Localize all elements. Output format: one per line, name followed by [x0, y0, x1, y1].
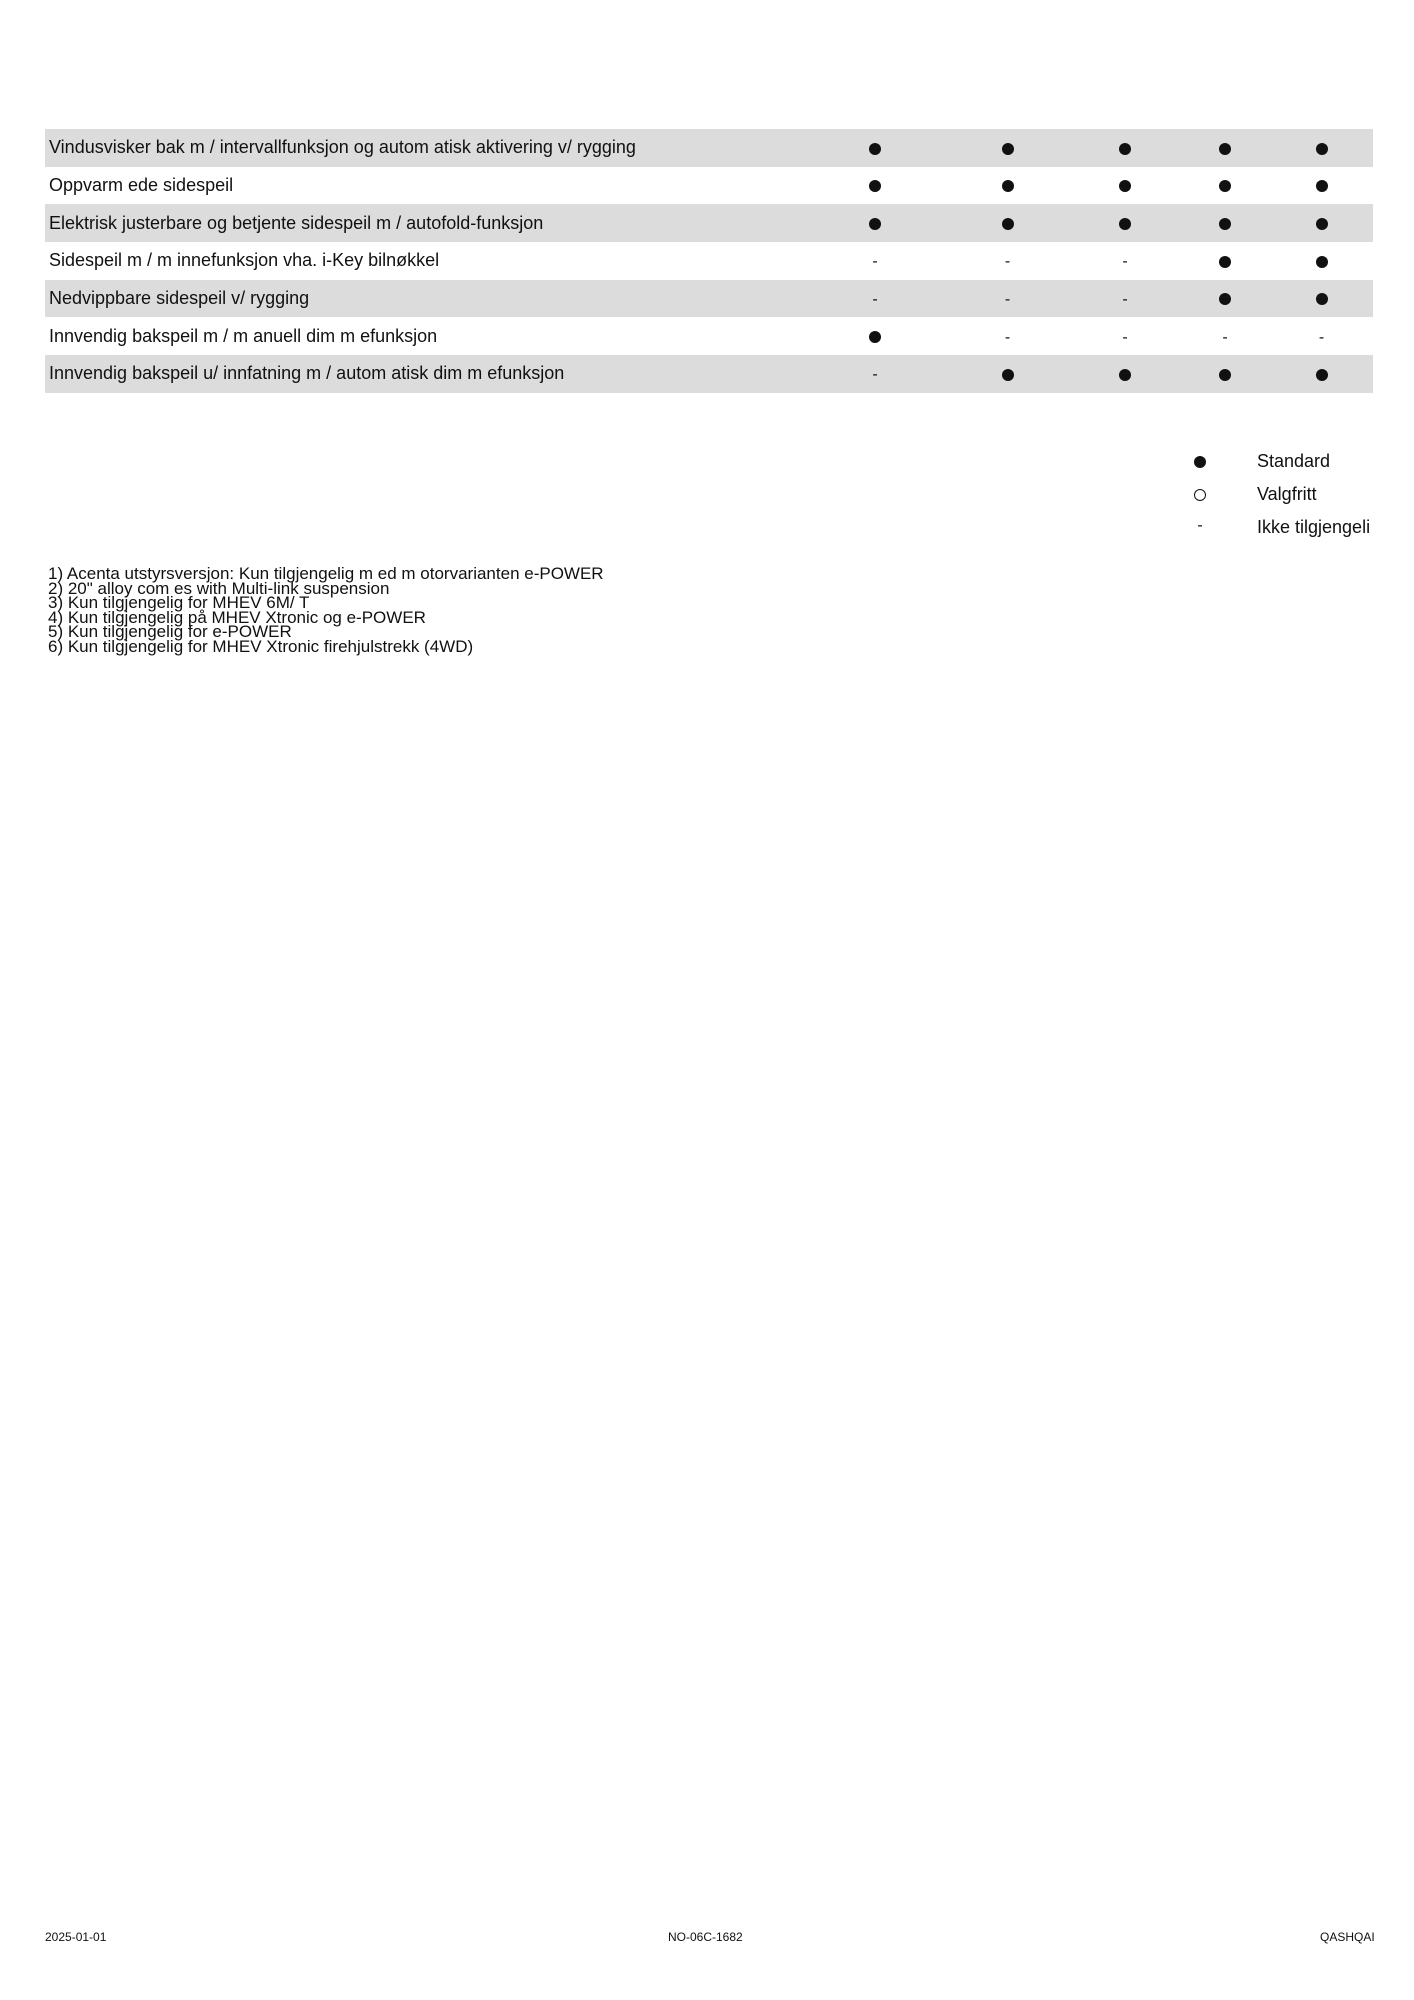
cell-mark [1270, 204, 1373, 242]
standard-dot-icon [1119, 218, 1131, 230]
cell-mark [1270, 280, 1373, 318]
dash-symbol: - [1122, 291, 1128, 309]
footer-document-code: NO-06C-1682 [668, 1930, 743, 1944]
legend-label: Ikke tilgjengeli [1257, 517, 1371, 537]
cell-mark [805, 317, 945, 355]
cell-mark [1070, 355, 1180, 393]
legend-item-not-available [1180, 514, 1375, 547]
standard-dot-icon [1002, 369, 1014, 381]
legend-label: Valgfritt [1257, 484, 1317, 504]
cell-mark [945, 129, 1070, 167]
cell-mark [945, 204, 1070, 242]
dash-symbol: - [872, 366, 878, 384]
footnotes [48, 564, 604, 656]
standard-dot-icon [1316, 293, 1328, 305]
cell-mark [805, 129, 945, 167]
standard-dot-icon [1119, 143, 1131, 155]
table-row [45, 355, 1373, 393]
dash-symbol: - [1122, 328, 1128, 346]
cell-mark [1180, 129, 1270, 167]
cell-mark [805, 242, 945, 280]
dash-symbol: - [1318, 328, 1325, 346]
dash-symbol: - [1222, 328, 1228, 346]
legend [1180, 448, 1375, 547]
standard-dot-icon [869, 180, 881, 192]
standard-dot-icon [1219, 369, 1231, 381]
footnote: 2) 20" alloy com es with Multi-link suspension [48, 578, 390, 598]
table-row [45, 242, 1373, 280]
feature-label: Innvendig bakspeil u/ innfatning m / autom atisk dim m efunksjon [45, 355, 805, 393]
footnote: 1) Acenta utstyrsversjon: Kun tilgjengelig m ed m otorvarianten e-POWER [48, 564, 604, 583]
cell-mark [1180, 167, 1270, 205]
standard-dot-icon [1219, 256, 1231, 268]
standard-dot-icon [1119, 369, 1131, 381]
cell-mark [1180, 317, 1270, 355]
footnote: 3) Kun tilgjengelig for MHEV 6M/ T [48, 593, 310, 613]
standard-dot-icon [1316, 256, 1328, 268]
feature-label: Innvendig bakspeil m / m anuell dim m efunksjon [49, 325, 438, 346]
standard-dot-icon [1316, 369, 1328, 381]
standard-dot-icon [1002, 143, 1014, 155]
footnote: 5) Kun tilgjengelig for e-POWER [48, 622, 292, 642]
cell-mark [945, 242, 1070, 280]
standard-dot-icon [1219, 293, 1231, 305]
standard-dot-icon [1316, 143, 1328, 155]
feature-label: Elektrisk justerbare og betjente sidespeil m / autofold-funksjon [45, 204, 805, 242]
cell-mark [1270, 355, 1373, 393]
cell-mark [1070, 280, 1180, 318]
footnote: 4) Kun tilgjengelig på MHEV Xtronic og e-POWER [48, 607, 426, 627]
standard-dot-icon [869, 331, 881, 343]
legend-label: Standard [1257, 451, 1331, 471]
standard-dot-icon [1219, 218, 1231, 230]
spec-table-body [45, 129, 1373, 393]
cell-mark [805, 355, 945, 393]
cell-mark [805, 280, 945, 318]
feature-label: Sidespeil m / m innefunksjon vha. i-Key bilnøkkel [49, 250, 440, 271]
cell-mark [1270, 242, 1373, 280]
cell-mark [805, 204, 945, 242]
cell-mark [805, 167, 945, 205]
legend-item-standard [1180, 448, 1375, 481]
cell-mark [1070, 204, 1180, 242]
cell-mark [1270, 317, 1373, 355]
cell-mark [945, 355, 1070, 393]
cell-mark [1070, 317, 1180, 355]
cell-mark [1070, 242, 1180, 280]
cell-mark [945, 280, 1070, 318]
table-row [45, 167, 1373, 205]
cell-mark [1070, 167, 1180, 205]
standard-dot-icon [1119, 180, 1131, 192]
standard-dot-icon [1002, 180, 1014, 192]
dash-symbol: - [872, 291, 878, 309]
cell-mark [1270, 167, 1373, 205]
table-row [45, 204, 1373, 242]
footnote: 6) Kun tilgjengelig for MHEV Xtronic firehjulstrekk (4WD) [48, 636, 474, 656]
standard-dot-icon [1316, 180, 1328, 192]
cell-mark [1070, 129, 1180, 167]
cell-mark [1270, 129, 1373, 167]
table-row [45, 317, 1373, 355]
equipment-spec-table [45, 129, 1373, 393]
cell-mark [945, 167, 1070, 205]
cell-mark [1180, 280, 1270, 318]
feature-label: Nedvippbare sidespeil v/ rygging [45, 280, 805, 318]
cell-mark [1180, 204, 1270, 242]
cell-mark [945, 317, 1070, 355]
standard-dot-icon [1316, 218, 1328, 230]
footer-date: 2025-01-01 [45, 1930, 107, 1944]
cell-mark [1180, 355, 1270, 393]
feature-label: Vindusvisker bak m / intervallfunksjon og autom atisk aktivering v/ rygging [45, 129, 805, 167]
table-row [45, 280, 1373, 318]
legend-item-optional [1180, 481, 1375, 514]
cell-mark [1180, 242, 1270, 280]
footer-model-name: QASHQAI [1320, 1930, 1375, 1944]
dash-symbol: - [1004, 328, 1011, 346]
standard-dot-icon [869, 218, 881, 230]
standard-dot-icon [1002, 218, 1014, 230]
dash-symbol: - [1122, 253, 1128, 271]
dash-symbol: - [1004, 291, 1011, 309]
dash-symbol: - [1004, 253, 1011, 271]
feature-label: Oppvarm ede sidespeil [49, 175, 234, 196]
standard-dot-icon [1219, 180, 1231, 192]
table-row [45, 129, 1373, 167]
standard-dot-icon [869, 143, 881, 155]
dash-symbol: - [1197, 517, 1203, 534]
standard-dot-icon [1219, 143, 1231, 155]
dash-symbol: - [872, 253, 878, 271]
standard-dot-icon [1180, 451, 1220, 472]
optional-circle-icon [1180, 484, 1220, 505]
